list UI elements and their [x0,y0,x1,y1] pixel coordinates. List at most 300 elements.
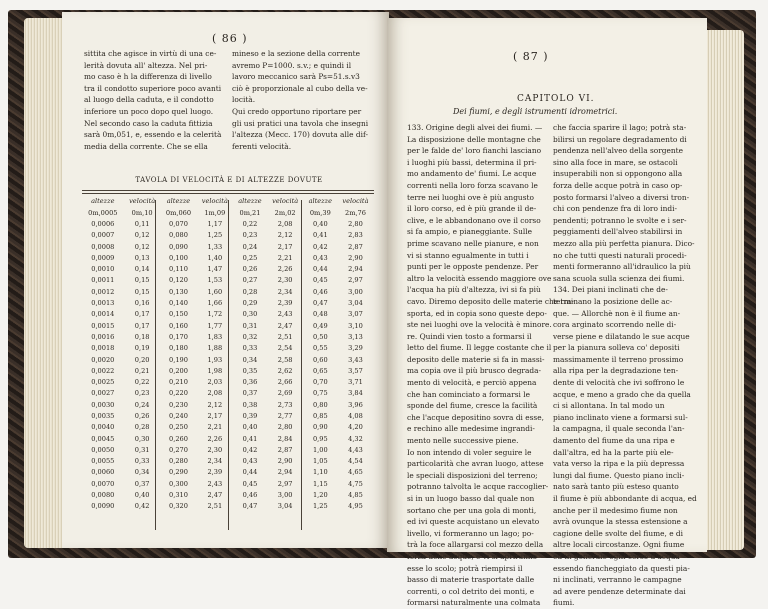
table-cell: 1,77 [207,321,223,330]
table-cell: 0,140 [169,299,188,308]
text-line: essendo fiancheggiato da questi pia- [553,563,690,573]
text-line: si in un luogo basso dal quale non [407,494,535,503]
table-cell: 2,08 [207,389,223,398]
table-cell: 0,17 [134,321,150,330]
table-cell: 0,55 [312,344,328,353]
table-cell: 2,39 [277,299,293,308]
text-line: ni inclinati, verranno le campagne [553,575,682,585]
table-cell: 1,33 [207,242,223,251]
table-cell: 0,250 [169,423,188,432]
text-line: correnti, o col detrito dei monti, e [407,586,535,596]
table-cell: 0,270 [169,445,188,454]
text-line: ste nei luoghi ove la velocità è minore. [407,320,552,330]
table-cell: 2,30 [207,445,223,454]
table-cell: 0,0008 [91,242,115,251]
text-line: avrà ovunque la stessa estensione a [553,517,688,527]
table-cell: 1,72 [207,310,223,319]
table-row [82,354,374,365]
text-line: no che tutti questi naturali procedi- [553,250,687,260]
text-line: letto del fiume. Il legge costante che il [407,343,552,353]
table-row [82,501,374,512]
table-cell: 0,42 [242,445,258,454]
table-cell: 0,090 [169,242,188,251]
table-cell: 0,0012 [91,287,115,296]
table-row [82,343,374,354]
table-cell: 4,54 [348,457,363,466]
table-cell: 0,37 [242,389,258,398]
text-line: il fiume è più abbondante di acqua, ed [553,494,697,503]
table-cell: 1,10 [312,468,328,477]
text-line: piano inclinato viene a formarsi sul- [553,412,688,422]
text-line: cavo. Diremo deposito delle materie che tra- [407,296,574,306]
table-cell: 0,49 [312,321,328,330]
text-line: vi si stanno egualmente in tutti i [407,250,529,260]
table-cell: 0,24 [242,242,258,251]
table-cell: 0,22 [134,378,150,387]
table-row [82,376,374,387]
table-cell: 0,0013 [91,299,115,308]
table-cell: 0,29 [242,299,258,308]
table-row [82,320,374,331]
table-cell: 0,200 [169,366,188,375]
text-line: sino alla foce in mare, se ostacoli [553,157,678,167]
table-cell: 0,19 [134,344,150,353]
table-cell: 0,41 [242,434,258,443]
text-line: che faccia sparire il lago; potrà sta- [553,123,687,132]
table-cell: 0,41 [312,231,328,240]
left-page-text-right-column [232,48,374,152]
table-cell: 0,36 [242,378,258,387]
text-line: forza delle acque potrà in caso op- [553,180,683,190]
text-line: che l'acque depositino sovra di esse, [407,412,544,422]
table-cell: 0,28 [242,287,258,296]
table-cell: 0,33 [134,457,150,466]
text-line: pendenti; potranno le svolte e i ser- [553,215,687,225]
text-line: altro la velocità essendo maggiore ove [407,273,552,283]
text-line: altre locali circostanze. Ogni fiume [553,540,685,550]
table-title: TAVOLA DI VELOCITÀ E DI ALTEZZE DOVUTE [135,176,323,184]
text-line: mineso e la sezione della corrente [232,49,361,58]
text-line: ad avere pendenze determinate dai [553,586,686,596]
table-cell: 1,00 [312,445,328,454]
text-line: ed in generale ogni corso d'acqua [553,551,680,561]
table-cell: 0,320 [169,502,188,511]
table-cell: 0,13 [134,253,150,262]
table-row [82,331,374,342]
table-cell: 0,100 [169,253,188,262]
table-cell: 0,300 [169,479,188,488]
table-cell: 2,97 [348,276,363,285]
table-cell: 0,0006 [91,219,115,228]
table-cell: 4,65 [348,468,363,477]
table-cell: 0,170 [169,332,188,341]
text-line: sortano che per una gola di monti, [407,505,537,515]
table-row [82,218,374,229]
table-cell: 2,17 [277,242,293,251]
table-cell: 0,23 [242,231,258,240]
table-row [82,422,374,433]
text-line: lerità dovuta all' altezza. Nel pri- [84,60,208,70]
right-page-text-right-column [553,122,697,609]
table-cell: 3,71 [348,378,363,387]
text-line: massimamente il terreno prossimo [553,354,684,364]
text-line: chi con pendenze fra di loro indi- [553,204,677,214]
left-page-number: ( 86 ) [212,32,248,45]
table-header-cell: altezze [238,197,262,205]
text-line: ed ivi queste acquistano un elevato [407,517,540,527]
table-cell: 0,190 [169,355,188,364]
table-header-cell: velocità [129,197,156,205]
table-header-cell: velocità [272,197,299,205]
table-cell: 3,00 [348,287,363,296]
text-line: posto formarsi l'alveo a diversi tron- [553,192,690,202]
text-line: terminano la posizione delle ac- [553,296,673,306]
table-cell: 1m,09 [204,208,226,217]
table-cell: 0,40 [312,219,328,228]
table-cell: 0,220 [169,389,188,398]
table-header-row [82,195,374,207]
table-cell: 0,12 [134,231,150,240]
text-line: cora arginato scorrendo nelle di- [553,320,677,330]
table-cell: 1,98 [207,366,223,375]
table-cell: 3,04 [277,502,293,511]
table-cell: 0,48 [312,310,328,319]
text-line: ferenti velocità. [232,141,292,151]
text-line: sittita che agisce in virtù di una ce- [84,49,217,58]
left-page [62,12,389,548]
table-cell: 0,0060 [91,468,115,477]
table-row [82,410,374,421]
text-line: che han cominciato a formarsi le [407,389,530,399]
table-header-cell: altezze [308,197,333,205]
table-cell: 0,47 [312,299,328,308]
table-cell: 0m,39 [309,208,331,217]
table-cell: 0,23 [134,389,150,398]
table-cell: 0,90 [312,423,328,432]
text-line: que. — Allorchè non è il fiume an- [553,308,681,318]
table-cell: 0,20 [134,355,150,364]
table-row [82,275,374,286]
table-cell: 2,90 [277,457,293,466]
table-cell: 0,0010 [91,265,115,274]
table-cell: 0,310 [169,491,188,500]
table-row [82,433,374,444]
table-cell: 0,0020 [91,355,115,364]
table-row [82,207,374,218]
text-line: dall'altra, ed ha la parte più ele- [553,447,674,457]
table-cell: 2,54 [277,344,293,353]
text-line: punti per le opposte pendenze. Per [407,262,539,272]
table-cell: 3,07 [348,310,363,319]
table-cell: 0,18 [134,332,150,341]
text-line: sana scuola sulla scienza dei fiumi. [553,273,685,283]
text-line: tra il condotto superiore poco avanti [84,83,222,93]
table-row [82,399,374,410]
table-cell: 0,25 [242,253,258,262]
text-line: livello, vi formeranno un lago; po- [407,528,534,538]
text-line: La disposizione delle montagne che [407,134,541,144]
table-cell: 1,53 [207,276,223,285]
table-cell: 0,26 [242,265,258,274]
table-cell: 2,62 [277,366,293,375]
text-line: bilirsi un regolare degradamento di [553,134,687,144]
table-cell: 2,51 [277,332,293,341]
table-cell: 4,32 [348,434,363,443]
table-cell: 2,17 [207,411,223,420]
table-cell: 0,80 [312,400,328,409]
text-line: per le falde de' loro fianchi lasciano [407,146,542,156]
table-cell: 0m,0005 [88,208,118,217]
text-line: la campagna, il quale seconda l'an- [553,424,685,434]
table-row [82,467,374,478]
text-line: prime scavano nelle pianure, e non [407,238,539,248]
table-cell: 0,46 [312,287,328,296]
text-line: sponde del fiume, cresce la facilità [407,401,538,411]
table-cell: 0,31 [242,321,258,330]
table-cell: 0,0018 [91,344,115,353]
table-cell: 3,84 [348,389,363,398]
text-line: alla ripa per la degradazione ten- [553,366,679,376]
chapter-subtitle: Dei fiumi, e degli istrumenti idrometrici. [453,107,618,116]
table-cell: 2,87 [348,242,363,251]
table-cell: 0,0027 [91,389,115,398]
table-cell: 0,42 [312,242,328,251]
text-line: Nel secondo caso la caduta fittizia [84,118,213,128]
table-cell: 0,0090 [91,502,115,511]
table-cell: 0,150 [169,310,188,319]
table-cell: 0,17 [134,310,150,319]
table-cell: 2,43 [207,479,223,488]
table-cell: 0,30 [242,310,258,319]
table-cell: 0,33 [242,344,258,353]
table-cell: 0,15 [134,287,150,296]
table-cell: 0,28 [134,423,150,432]
table-cell: 0,26 [134,411,150,420]
table-cell: 0m,10 [131,208,153,217]
table-cell: 0,32 [242,332,258,341]
table-cell: 0,16 [134,299,150,308]
table-cell: 2,34 [207,457,223,466]
text-line: mento di velocità, e perciò appena [407,378,537,388]
table-cell: 0,230 [169,400,188,409]
table-row [82,286,374,297]
table-cell: 3,57 [348,366,363,375]
table-cell: 0,45 [312,276,328,285]
table-cell: 1,93 [207,355,223,364]
table-row [82,478,374,489]
table-cell: 0,31 [134,445,150,454]
text-line: dente di velocità che ivi soffrono le [553,378,685,388]
table-cell: 0,15 [134,276,150,285]
table-cell: 0,46 [242,491,258,500]
table-cell: 0,35 [242,366,258,375]
chapter-heading: CAPITOLO VI. [517,94,595,104]
table-cell: 1,05 [312,457,328,466]
table-cell: 3,10 [348,321,363,330]
table-header-cell: altezze [166,197,191,205]
text-line: clive, e le abbandonano ove il corso [407,215,541,225]
text-line: fiumi. [553,598,575,608]
text-line: le speciali disposizioni del terreno; [407,470,538,480]
text-line: pendenza nell'alveo della sorgente [553,146,683,156]
text-line: sarà 0m,051, e, essendo e la celerità [84,130,222,140]
table-row [82,489,374,500]
table-cell: 2,12 [277,231,293,240]
table-cell: 0,60 [312,355,328,364]
table-cell: 4,95 [348,502,363,511]
table-cell: 2,34 [277,287,293,296]
table-cell: 0,43 [242,457,258,466]
table-cell: 3,00 [277,491,293,500]
text-line: il loro corso, ed è più grande il de- [407,204,537,214]
table-cell: 2,21 [207,423,223,432]
table-cell: 0,260 [169,434,188,443]
table-cell: 2,97 [277,479,293,488]
table-cell: 1,88 [207,344,223,353]
text-line: trà la foce allargarsi col mezzo della [407,540,544,550]
table-cell: 4,85 [348,491,363,500]
table-cell: 0,40 [242,423,258,432]
text-line: lavoro meccanico sarà Ps=51.s.v3 [232,72,360,82]
table-cell: 0,43 [312,253,328,262]
text-line: particolarità che avran luogo, attese [407,459,544,469]
table-header-cell: altezze [91,197,115,205]
table-cell: 4,75 [348,479,363,488]
table-cell: 2,51 [207,502,223,511]
table-cell: 2,84 [277,434,293,443]
table-row [82,456,374,467]
table-cell: 0,42 [134,502,150,511]
table-cell: 0,0022 [91,366,115,375]
table-cell: 2,47 [207,491,223,500]
table-cell: 2,80 [277,423,293,432]
text-line: peggiamenti dell'alveo stabilirsi in [553,227,683,237]
table-cell: 0,65 [312,366,328,375]
table-cell: 0,44 [312,265,328,274]
table-cell: 0,70 [312,378,328,387]
table-cell: 0,160 [169,321,188,330]
table-cell: 2,43 [277,310,293,319]
table-cell: 0,38 [242,400,258,409]
table-cell: 2m,02 [274,208,296,217]
table-cell: 0m,21 [239,208,261,217]
text-line: per la pianura solleva co' depositi [553,343,680,353]
table-cell: 0,95 [312,434,328,443]
text-line: lungi dal fiume. Questo piano incli- [553,470,685,480]
table-cell: 0,0050 [91,445,115,454]
table-cell: 1,20 [312,491,328,500]
text-line: 133. Origine degli alvei dei fiumi. — [407,123,543,132]
table-cell: 0,22 [242,219,258,228]
text-line: l'altezza (Mecc. 170) dovuta alle dif- [232,130,368,140]
table-cell: 2,94 [277,468,293,477]
text-line: potranno talvolta le acque raccoglier- [407,482,549,492]
text-line: locità. [232,95,256,105]
table-top-rule-2 [82,193,374,194]
table-cell: 0,180 [169,344,188,353]
text-line: anche per il medesimo fiume non [553,505,678,515]
table-row [82,297,374,308]
velocity-table [82,195,374,512]
text-line: verse piene e dilatando le sue acque [553,331,690,341]
table-cell: 1,25 [207,231,223,240]
table-cell: 0,0080 [91,491,115,500]
text-line: ci si allontana. In tal modo un [553,401,665,411]
text-line: re. Quindi vien tosto a formarsi il [407,331,532,341]
table-cell: 0,24 [134,400,150,409]
table-cell: 0,0040 [91,423,115,432]
table-cell: 0,0011 [91,276,115,285]
table-row [82,444,374,455]
table-cell: 2,66 [277,378,293,387]
table-row [82,309,374,320]
right-page-text-left-column [407,122,574,609]
text-line: 134. Dei piani inclinati che de- [553,285,668,295]
text-line: Io non intendo di voler seguire le [407,447,532,457]
table-cell: 0,130 [169,287,188,296]
table-cell: 1,47 [207,265,223,274]
table-cell: 3,96 [348,400,363,409]
table-cell: 0,75 [312,389,328,398]
text-line: inferiore un poco dopo quel luogo. [84,106,214,116]
table-cell: 0,47 [242,502,258,511]
table-cell: 0,37 [134,479,150,488]
table-row [82,230,374,241]
table-row [82,252,374,263]
table-cell: 0,0007 [91,231,115,240]
table-cell: 0,39 [242,411,258,420]
table-cell: 2,26 [277,265,293,274]
table-cell: 1,83 [207,332,223,341]
left-page-text-left-column [84,48,220,152]
text-line: formarsi naturalmente una colmata [407,598,541,608]
table-cell: 0,080 [169,231,188,240]
text-line: esse lo scolo; potrà riempirsi il [407,563,523,573]
table-cell: 2,80 [348,219,363,228]
text-line: avremo P=1000. s.v.; e quindi il [232,60,352,70]
table-cell: 2,77 [277,411,293,420]
table-cell: 0,45 [242,479,258,488]
text-line: si fa ampio, e pianeggiante. Sulle [407,227,532,237]
table-cell: 0,0015 [91,321,115,330]
table-cell: 2,12 [207,400,223,409]
text-line: sporta, ed in copia sono queste depo- [407,308,547,318]
table-cell: 0,85 [312,411,328,420]
table-cell: 0,0035 [91,411,115,420]
table-cell: 1,25 [312,502,328,511]
table-cell: 0,120 [169,276,188,285]
table-cell: 0,210 [169,378,188,387]
table-cell: 0,0045 [91,434,115,443]
text-line: cagione delle svolte del fiume, e di [553,528,684,538]
table-cell: 0,0070 [91,479,115,488]
table-cell: 2,08 [277,219,293,228]
table-cell: 0,11 [134,219,150,228]
table-cell: 2,87 [277,445,293,454]
table-cell: 1,60 [207,287,223,296]
page-edges-right [704,30,744,550]
text-line: vata verso la ripa e la più depressa [553,459,685,469]
table-cell: 1,66 [207,299,223,308]
table-cell: 1,17 [207,219,223,228]
table-cell: 0,34 [134,468,150,477]
table-cell: 0,0055 [91,457,115,466]
text-line: mento nelle successive piene. [407,436,519,446]
table-row [82,388,374,399]
text-line: al luogo della caduta, e il condotto [84,95,214,105]
text-line: menti formeranno all'idraulico la più [553,262,691,272]
table-cell: 0,34 [242,355,258,364]
